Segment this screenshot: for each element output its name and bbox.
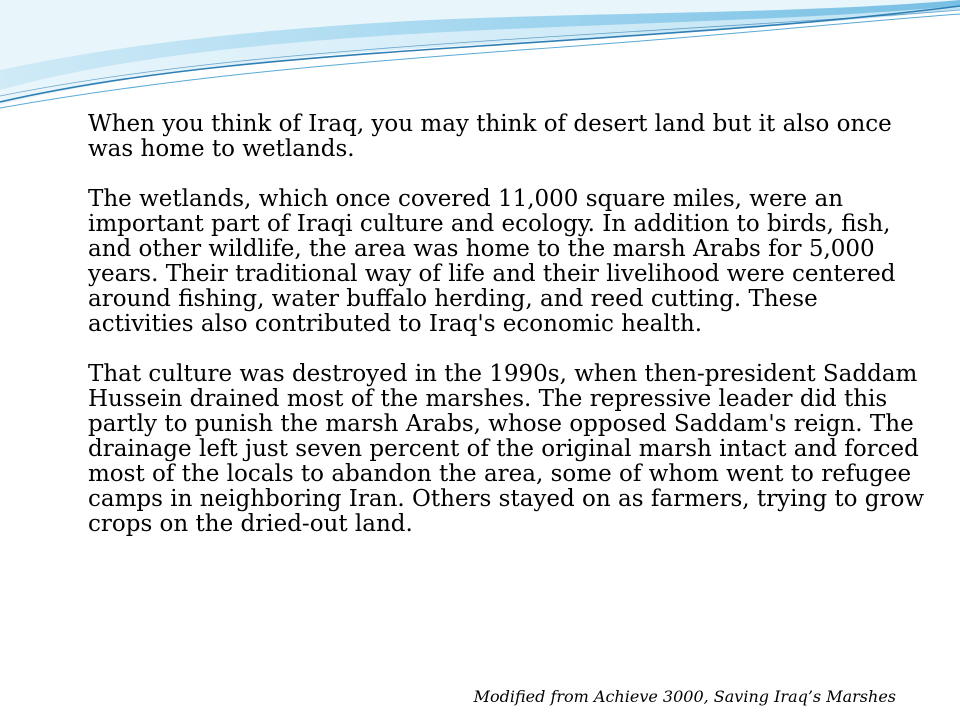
- paragraph-intro: When you think of Iraq, you may think of desert land but it also once was home to wetlands.: [88, 111, 892, 162]
- paragraph-wetlands: The wetlands, which once covered 11,000 square miles, were an important part of Iraqi culture and ecology. In addition to birds, fish, and other wildlife, the area was home to the marsh Arabs for 5,000 years. Their traditional way of life and their livelihood were centered around fishing, water buffalo herding, and reed cutting. These activities also contributed to Iraq's economic health.: [88, 186, 896, 337]
- wave-decoration: [0, 0, 960, 110]
- body-text: [88, 112, 928, 562]
- paragraph-destruction: That culture was destroyed in the 1990s, when then-president Saddam Hussein drained most of the marshes. The repressive leader did this partly to punish the marsh Arabs, whose opposed Saddam's reign. The drainage left just seven percent of the original marsh intact and forced most of the locals to abandon the area, some of whom went to refugee camps in neighboring Iran. Others stayed on as farmers, trying to grow crops on the dried-out land.: [88, 361, 925, 537]
- citation: Modified from Achieve 3000, Saving Iraq’s Marshes: [473, 687, 896, 706]
